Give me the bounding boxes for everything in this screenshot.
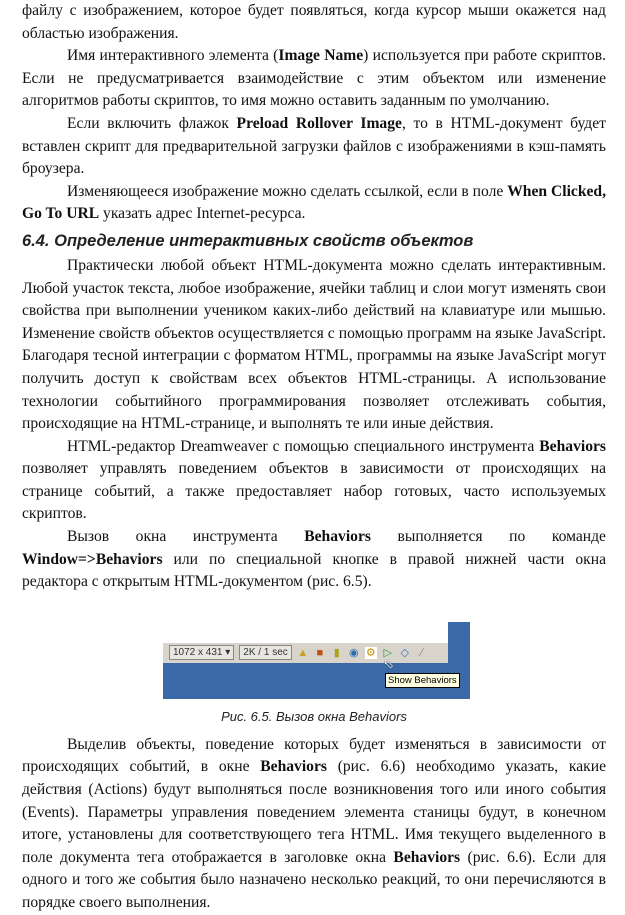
paragraph	[22, 181, 606, 226]
figure-behaviors-toolbar	[163, 622, 470, 699]
assets-icon[interactable]: ■	[316, 646, 324, 659]
paragraph	[22, 0, 606, 45]
paragraph	[22, 526, 606, 594]
reference-icon[interactable]: ◉	[348, 646, 359, 659]
text-run: ) используется при работе скриптов. Если не предусматривается взаимодействие с этим объектом или изменение алгоритмов работы скриптов, то имя можно оставить заданным по умолчанию.	[22, 47, 606, 110]
text-block-middle	[22, 255, 606, 594]
text-run: Вызов окна инструмента	[67, 528, 305, 546]
bold-term: Image Name	[278, 47, 364, 65]
bold-term: Behaviors	[393, 848, 461, 866]
text-run: Изменяющееся изображение можно сделать ссылкой, если в поле	[67, 182, 508, 200]
paragraph	[22, 436, 606, 526]
bold-term: Preload Rollover Image	[236, 114, 402, 132]
bold-term: Behaviors	[539, 437, 606, 455]
behaviors-icon[interactable]: ⚙	[365, 646, 376, 659]
resize-grip-icon[interactable]: ∕	[420, 646, 423, 659]
download-stats: 2K / 1 sec	[239, 645, 291, 660]
figure-caption: Рис. 6.5. Вызов окна Behaviors	[221, 708, 407, 724]
text-run: или по специальной кнопке в правой нижней части окна редактора с открытым HTML-документом (рис. 6.5).	[22, 550, 606, 591]
text-run: позволяет управлять поведением объектов в зависимости от происходящих на странице событий, а также предоставляет набор готовых, часто используемых скриптов.	[22, 460, 606, 523]
paragraph	[22, 734, 606, 915]
text-run: файлу с изображением, которое будет появляться, когда курсор мыши окажется над областью изображения.	[22, 2, 606, 42]
text-block-top	[22, 0, 606, 226]
tooltip: Show Behaviors	[385, 673, 460, 688]
text-block-bottom	[22, 734, 606, 915]
text-run: Практически любой объект HTML-документа можно сделать интерактивным. Любой участок текста, любое изображение, ячейки таблиц и слои могут изменять свои свойства при выполнении учеником каких-либо действий на клавиатуре или мышью. Изменение свойств объектов осуществляется с помощью программ на языке JavaScript. Благодаря тесной интеграции с форматом HTML, программы на языке JavaScript могут получить доступ к свойствам всех объектов HTML-страницы. А использование технологии событийного программирования позволяет отслеживать события, происходящие на HTML-странице, и выполнять те или иные действия.	[22, 256, 606, 433]
code-inspector-icon[interactable]: ◇	[400, 646, 409, 659]
text-run: , то в HTML-документ будет вставлен скрипт для предварительной загрузки файлов с изображениями в кэш-память броузера.	[22, 114, 606, 178]
bold-term: Window=>Behaviors	[22, 550, 163, 568]
bold-term: When Clicked, Go To URL	[22, 182, 606, 223]
bold-term: Behaviors	[260, 758, 327, 776]
html-source-icon[interactable]: ▮	[333, 646, 340, 659]
site-map-icon[interactable]: ▲	[297, 646, 309, 659]
mouse-cursor-icon: ⬁	[383, 655, 394, 671]
text-run: выполняется по команде	[370, 528, 606, 546]
paragraph	[22, 255, 606, 436]
bold-term: Behaviors	[304, 528, 371, 546]
text-run: Если включить флажок	[67, 114, 237, 132]
text-run: Выделив объекты, поведение которых будет изменяться в зависимости от происходящих событий, в окне	[22, 735, 606, 776]
preview-icon[interactable]: ▷	[383, 646, 392, 659]
text-run: HTML-редактор Dreamweaver с помощью специального инструмента	[67, 437, 540, 455]
text-run: (рис. 6.6). Если для одного и того же события было назначено несколько реакций, то они перечисляются в порядке своего выполнения.	[22, 848, 606, 911]
status-bar	[163, 643, 448, 663]
text-run: Имя интерактивного элемента (	[67, 47, 279, 65]
window-size-dropdown[interactable]: 1072 x 431 ▾	[169, 645, 234, 660]
text-run: (рис. 6.6) необходимо указать, какие действия (Actions) будут выполняться после возникновения того или иного события (Events). Параметры управления поведением элемента станицы будут, в конечном итоге, установлены для соответствующего тега HTML. Имя текущего выделенного в поле документа тега отображается в заголовке окна	[22, 758, 606, 866]
document-page	[22, 0, 606, 915]
paragraph	[22, 45, 606, 113]
paragraph	[22, 113, 606, 181]
text-run: указать адрес Internet-ресурса.	[99, 205, 306, 223]
section-heading: 6.4. Определение интерактивных свойств объектов	[22, 231, 474, 250]
